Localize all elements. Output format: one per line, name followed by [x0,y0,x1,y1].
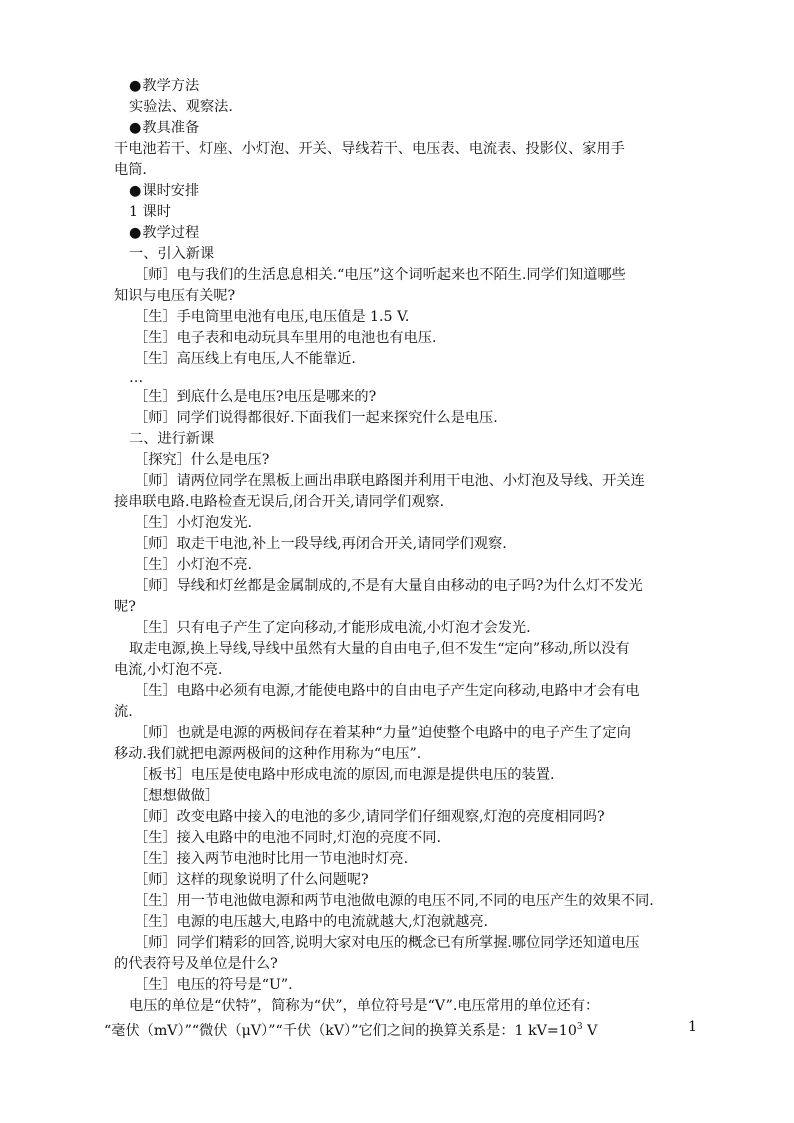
dialogue-line: 移动.我们就把电源两极间的这种作用称为“电压”. [114,746,422,762]
paragraph: 实验法、观察法. [129,99,233,115]
dialogue-line: ［生］小灯泡发光. [134,515,253,531]
dialogue-line: 接串联电路.电路检查无误后,闭合开关,请同学们观察. [114,494,445,510]
dialogue-line: ［师］请两位同学在黑板上画出串联电路图并利用干电池、小灯泡及导线、开关连 [134,473,645,489]
dialogue-line: 知识与电压有关呢? [114,288,236,304]
dialogue-line: ［师］取走干电池,补上一段导线,再闭合开关,请同学们观察. [134,536,507,552]
dialogue-line: ［师］同学们精彩的回答,说明大家对电压的概念已有所掌握.哪位同学还知道电压 [134,935,640,951]
page-number: 1 [688,1019,698,1035]
paragraph: 电筒. [114,162,147,178]
dialogue-line: ［师］改变电路中接入的电池的多少,请同学们仔细观察,灯泡的亮度相同吗? [134,809,605,825]
dialogue-line: ［生］小灯泡不亮. [134,557,253,573]
unit-symbol: V [582,1023,598,1039]
paragraph: 电流,小灯泡不亮. [114,662,223,678]
activity-heading: ［想想做做］ [134,788,220,804]
exponent: 3 [576,1022,583,1032]
dialogue-line: 呢? [114,599,136,615]
dialogue-line: ［生］接入电路中的电池不同时,灯泡的亮度不同. [134,830,441,846]
dialogue-line: ［生］手电筒里电池有电压,电压值是 1.5 V. [134,309,410,325]
dialogue-line: ［生］到底什么是电压?电压是哪来的? [134,389,377,405]
heading-teaching-process: ● 教学过程 [129,223,199,243]
dialogue-line: ［生］电子表和电动玩具车里用的电池也有电压. [134,330,437,346]
dialogue-line: ［生］电压的符号是“U”. [134,977,293,993]
dialogue-line: ［师］电与我们的生活息息相关.“电压”这个词听起来也不陌生.同学们知道哪些 [134,267,626,283]
dialogue-line: ［生］电源的电压越大,电路中的电流就越大,灯泡就越亮. [134,914,489,930]
paragraph: 电压的单位是“伏特”，简称为“伏”，单位符号是“V”.电压常用的单位还有： [129,998,600,1014]
section-heading: 二、进行新课 [129,431,215,447]
unit-conversion-line [104,1017,597,1037]
ellipsis: … [129,370,144,386]
dialogue-line: ［师］导线和灯丝都是金属制成的,不是有大量自由移动的电子吗?为什么灯不发光 [134,578,643,594]
dialogue-line: 流. [114,704,133,720]
dialogue-line: ［师］这样的现象说明了什么问题呢? [134,872,369,888]
unit-conversion-text: “毫伏（mV）”“微伏（μV）”“千伏（kV）”它们之间的换算关系是：1 kV=10 [104,1023,577,1039]
heading-teaching-method: ● 教学方法 [129,76,199,96]
dialogue-line: ［生］只有电子产生了定向移动,才能形成电流,小灯泡才会发光. [134,620,531,636]
dialogue-line: ［生］高压线上有电压,人不能靠近. [134,351,356,367]
paragraph: 取走电源,换上导线,导线中虽然有大量的自由电子,但不发生“定向”移动,所以没有 [129,641,630,657]
dialogue-line: ［师］同学们说得都很好.下面我们一起来探究什么是电压. [134,410,498,426]
blackboard-note: ［板书］电压是使电路中形成电流的原因,而电源是提供电压的装置. [134,767,555,783]
dialogue-line: ［生］用一节电池做电源和两节电池做电源的电压不同,不同的电压产生的效果不同. [134,893,654,909]
heading-class-hours: ● 课时安排 [129,181,199,201]
dialogue-line: ［生］电路中必须有电源,才能使电路中的自由电子产生定向移动,电路中才会有电 [134,683,640,699]
paragraph: 1 课时 [129,204,171,220]
dialogue-line: ［探究］什么是电压? [134,452,270,468]
section-heading: 一、引入新课 [129,246,215,262]
heading-teaching-aids: ● 教具准备 [129,118,199,138]
dialogue-line: ［师］也就是电源的两极间存在着某种“力量”迫使整个电路中的电子产生了定向 [134,725,631,741]
dialogue-line: ［生］接入两节电池时比用一节电池时灯亮. [134,851,409,867]
paragraph: 干电池若干、灯座、小灯泡、开关、导线若干、电压表、电流表、投影仪、家用手 [114,141,625,157]
dialogue-line: 的代表符号及单位是什么? [114,956,278,972]
